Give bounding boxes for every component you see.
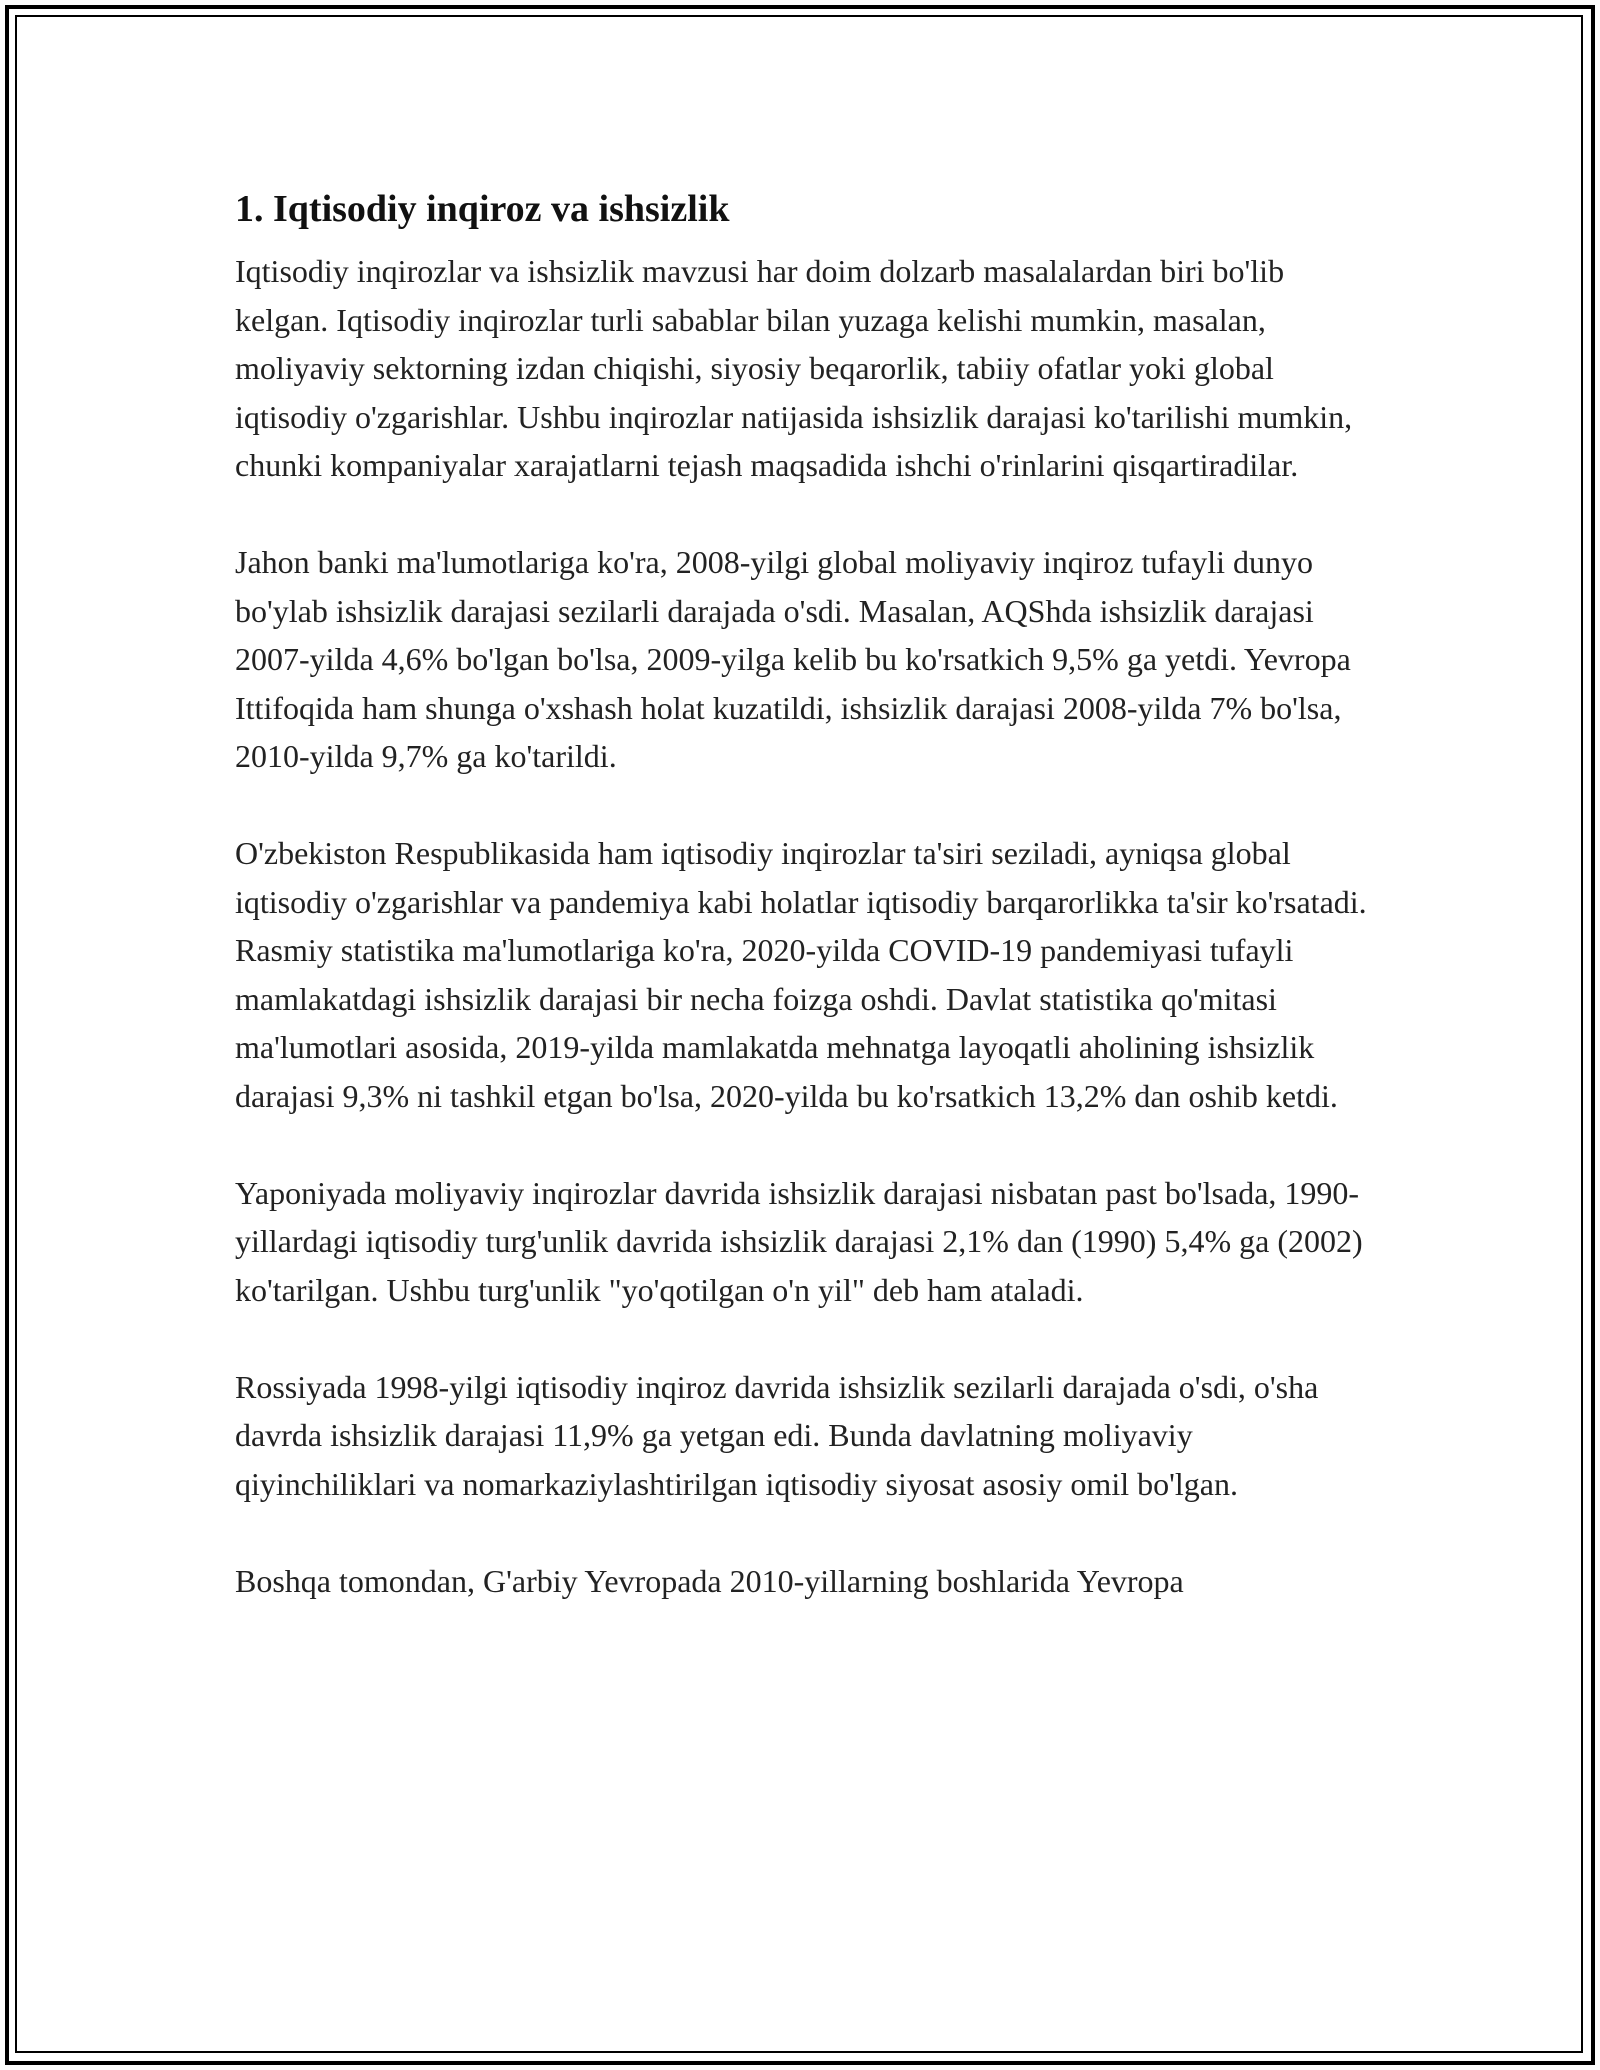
paragraph-russia: Rossiyada 1998-yilgi iqtisodiy inqiroz davrida ishsizlik sezilarli darajada o'sdi, o'sha davrda ishsizlik darajasi 11,9% ga yetgan edi. Bunda davlatning moliyaviy qiyinchiliklari va nomarkaziylashtirilgan iqtisodiy siyosat asosiy omil bo'lgan. — [235, 1368, 1319, 1502]
paragraph-uzbekistan: O'zbekiston Respublikasida ham iqtisodiy inqirozlar ta'siri seziladi, ayniqsa global iqtisodiy o'zgarishlar va pandemiya kabi holatlar iqtisodiy barqarorlikka ta'sir ko'rsatadi. Rasmiy statistika ma'lumotlariga ko'ra, 2020-yilda COVID-19 pandemiyasi tufayli mamlakatdagi ishsizlik darajasi bir necha foizga oshdi. Davlat statistika qo'mitasi ma'lumotlari asosida, 2019-yilda mamlakatda mehnatga layoqatli aholining ishsizlik darajasi 9,3% ni tashkil etgan bo'lsa, 2020-yilda bu ko'rsatkich 13,2% dan oshib ketdi. — [235, 835, 1367, 1114]
document-body — [235, 183, 1375, 1654]
paragraph-intro: Iqtisodiy inqirozlar va ishsizlik mavzusi har doim dolzarb masalalardan biri bo'lib kelgan. Iqtisodiy inqirozlar turli sabablar bilan yuzaga kelishi mumkin, masalan, moliyaviy sektorning izdan chiqishi, siyosiy beqarorlik, tabiiy ofatlar yoki global iqtisodiy o'zgarishlar. Ushbu inqirozlar natijasida ishsizlik darajasi ko'tarilishi mumkin, chunki kompaniyalar xarajatlarni tejash maqsadida ishchi o'rinlarini qisqartiradilar. — [235, 253, 1353, 483]
paragraph-western-europe: Boshqa tomondan, G'arbiy Yevropada 2010-yillarning boshlarida Yevropa — [235, 1562, 1184, 1599]
paragraph-world-bank: Jahon banki ma'lumotlariga ko'ra, 2008-yilgi global moliyaviy inqiroz tufayli dunyo bo'ylab ishsizlik darajasi sezilarli darajada o'sdi. Masalan, AQShda ishsizlik darajasi 2007-yilda 4,6% bo'lgan bo'lsa, 2009-yilga kelib bu ko'rsatkich 9,5% ga yetdi. Yevropa Ittifoqida ham shunga o'xshash holat kuzatildi, ishsizlik darajasi 2008-yilda 7% bo'lsa, 2010-yilda 9,7% ga ko'tarildi. — [235, 544, 1351, 774]
document-title: 1. Iqtisodiy inqiroz va ishsizlik — [235, 188, 730, 230]
paragraph-japan: Yaponiyada moliyaviy inqirozlar davrida ishsizlik darajasi nisbatan past bo'lsada, 1990-yillardagi iqtisodiy turg'unlik davrida ishsizlik darajasi 2,1% dan (1990) 5,4% ga (2002) ko'tarilgan. Ushbu turg'unlik "yo'qotilgan o'n yil" deb ham ataladi. — [235, 1174, 1363, 1308]
